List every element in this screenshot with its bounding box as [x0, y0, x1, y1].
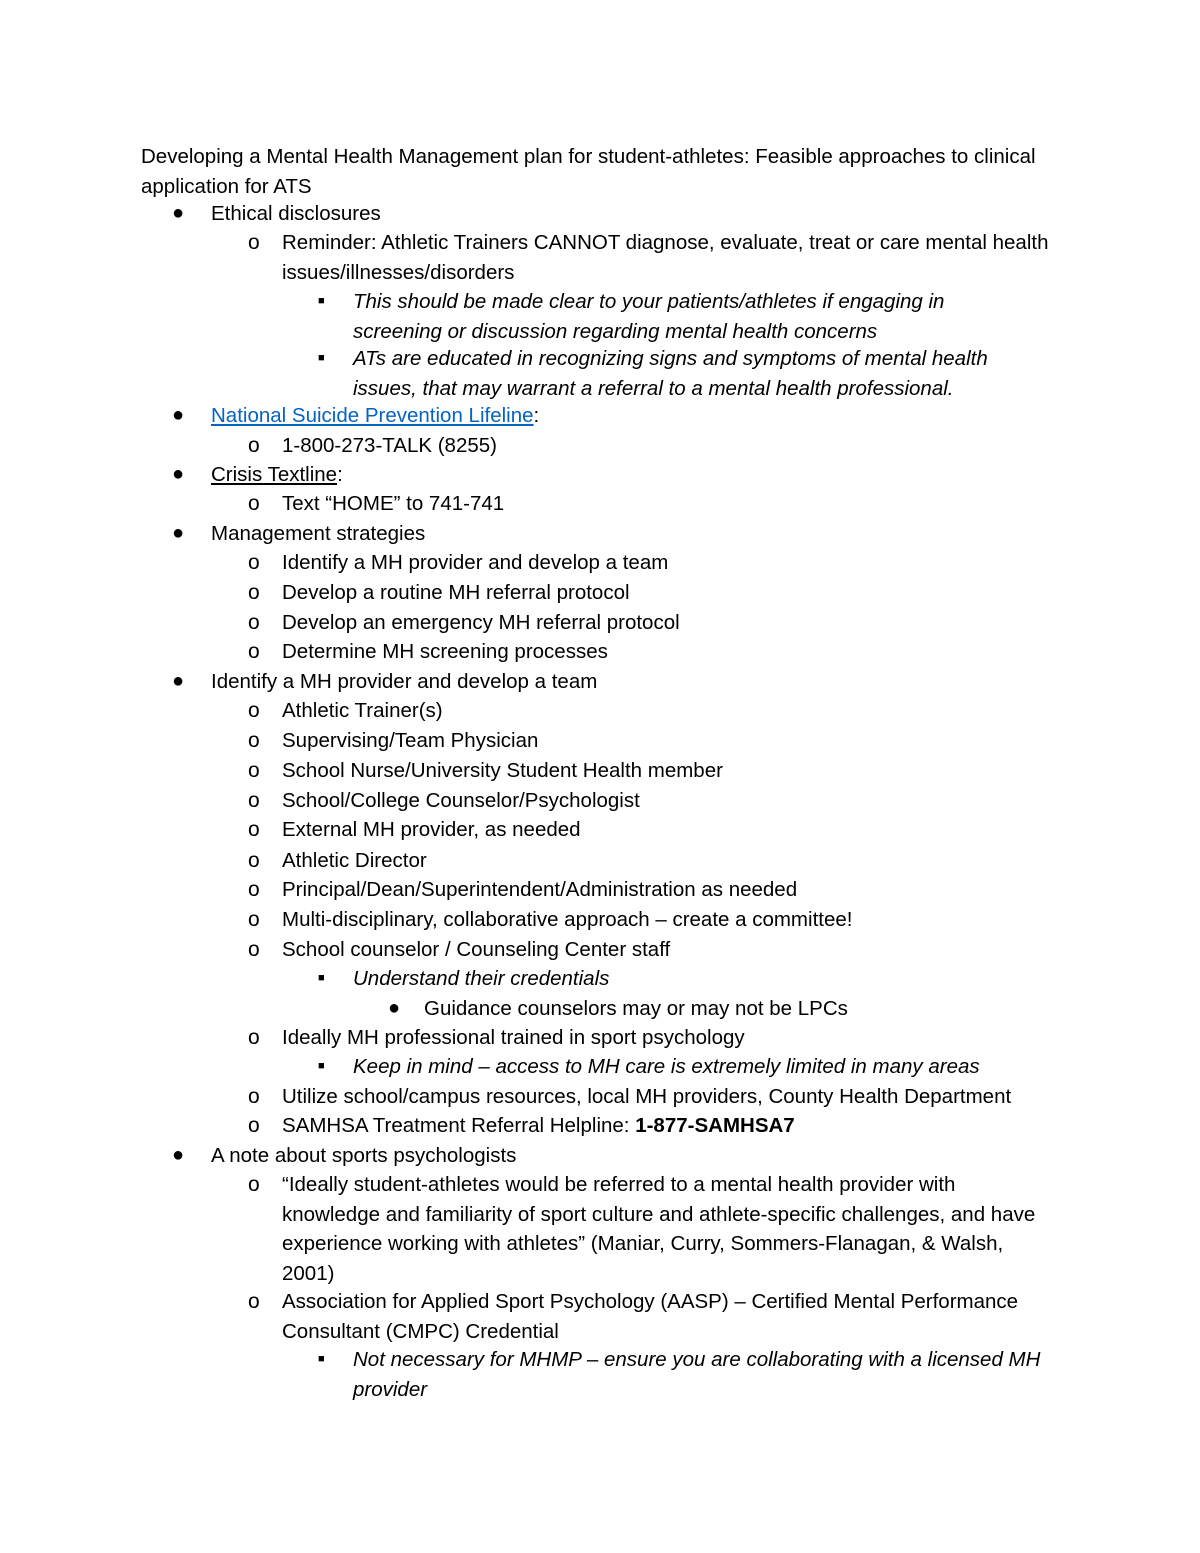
team-heading: Identify a MH provider and develop a team	[211, 670, 598, 693]
circle-marker: o	[248, 611, 260, 634]
lifeline-phone: 1-800-273-TALK (8255)	[282, 434, 497, 457]
sports-psych-quote: “Ideally student-athletes would be referred to a mental health provider with knowledge and familiarity of sport culture and athlete-specific challenges, and have experience working with athletes” (Maniar, Curry, Sommers-Flanagan, & Walsh, 2001)	[282, 1173, 1036, 1285]
samhsa-number: 1-877-SAMHSA7	[635, 1114, 795, 1137]
samhsa-label: SAMHSA Treatment Referral Helpline:	[282, 1114, 636, 1137]
circle-marker: o	[248, 640, 260, 663]
circle-marker: o	[248, 492, 260, 515]
circle-marker: o	[248, 759, 260, 782]
bullet-marker: ●	[172, 404, 185, 426]
circle-marker: o	[248, 908, 260, 931]
mhmp-note: Not necessary for MHMP – ensure you are collaborating with a licensed MH provider	[353, 1348, 1041, 1401]
lifeline-colon: :	[533, 404, 540, 427]
bullet-marker: ●	[172, 1144, 185, 1166]
team-item: Multi-disciplinary, collaborative approach – create a committee!	[282, 908, 853, 931]
access-note: Keep in mind – access to MH care is extremely limited in many areas	[353, 1055, 980, 1078]
bullet-marker: ●	[172, 463, 185, 485]
aasp-item: Association for Applied Sport Psychology (AASP) – Certified Mental Performance Consultant (CMPC) Credential	[282, 1290, 1019, 1343]
ethical-heading: Ethical disclosures	[211, 202, 381, 225]
team-item: Athletic Trainer(s)	[282, 699, 443, 722]
team-item: School counselor / Counseling Center staff	[282, 938, 671, 961]
sports-psych-heading: A note about sports psychologists	[211, 1144, 517, 1167]
resources-item: Utilize school/campus resources, local MH providers, County Health Department	[282, 1085, 1012, 1108]
circle-marker: o	[248, 849, 260, 872]
circle-marker: o	[248, 938, 260, 961]
team-item: Supervising/Team Physician	[282, 729, 539, 752]
team-item: Athletic Director	[282, 849, 427, 872]
lifeline-link[interactable]: National Suicide Prevention Lifeline	[211, 404, 534, 427]
square-marker: ■	[318, 1060, 325, 1072]
team-item: School Nurse/University Student Health member	[282, 759, 723, 782]
strategy-item: Identify a MH provider and develop a team	[282, 551, 669, 574]
textline-label: Crisis Textline	[211, 463, 338, 486]
sport-psych-item: Ideally MH professional trained in sport psychology	[282, 1026, 745, 1049]
lifeline-row	[211, 401, 1111, 431]
circle-marker: o	[248, 789, 260, 812]
circle-marker: o	[248, 729, 260, 752]
circle-marker: o	[248, 1026, 260, 1049]
samhsa-row	[282, 1111, 1072, 1141]
bullet-marker: ●	[172, 522, 185, 544]
circle-marker: o	[248, 878, 260, 901]
team-item: Principal/Dean/Superintendent/Administration as needed	[282, 878, 798, 901]
circle-marker: o	[248, 699, 260, 722]
ethical-reminder: Reminder: Athletic Trainers CANNOT diagnose, evaluate, treat or care mental health issues/illnesses/disorders	[282, 231, 1049, 284]
bullet-marker: ●	[172, 670, 185, 692]
square-marker: ■	[318, 972, 325, 984]
textline-row	[211, 460, 1111, 490]
team-item: External MH provider, as needed	[282, 818, 581, 841]
circle-marker: o	[248, 551, 260, 574]
circle-marker: o	[248, 434, 260, 457]
lpc-note: Guidance counselors may or may not be LPCs	[424, 997, 848, 1020]
strategy-item: Determine MH screening processes	[282, 640, 608, 663]
document-title: Developing a Mental Health Management plan for student-athletes: Feasible approaches to clinical application for ATS	[141, 145, 1036, 198]
textline-colon: :	[337, 463, 343, 486]
ethical-note-1: This should be made clear to your patients/athletes if engaging in screening or discussion regarding mental health concerns	[353, 290, 945, 343]
square-marker: ■	[318, 295, 325, 307]
strategies-heading: Management strategies	[211, 522, 426, 545]
team-item: School/College Counselor/Psychologist	[282, 789, 640, 812]
ethical-note-2: ATs are educated in recognizing signs and symptoms of mental health issues, that may warrant a referral to a mental health professional.	[353, 347, 988, 400]
circle-marker: o	[248, 1114, 260, 1137]
circle-marker: o	[248, 1173, 260, 1196]
strategy-item: Develop an emergency MH referral protocol	[282, 611, 680, 634]
square-marker: ■	[318, 352, 325, 364]
circle-marker: o	[248, 231, 260, 254]
circle-marker: o	[248, 581, 260, 604]
bullet-marker: ●	[388, 997, 401, 1019]
strategy-item: Develop a routine MH referral protocol	[282, 581, 630, 604]
circle-marker: o	[248, 1085, 260, 1108]
textline-text: Text “HOME” to 741-741	[282, 492, 505, 515]
circle-marker: o	[248, 818, 260, 841]
credentials-note: Understand their credentials	[353, 967, 610, 990]
circle-marker: o	[248, 1290, 260, 1313]
square-marker: ■	[318, 1353, 325, 1365]
bullet-marker: ●	[172, 202, 185, 224]
